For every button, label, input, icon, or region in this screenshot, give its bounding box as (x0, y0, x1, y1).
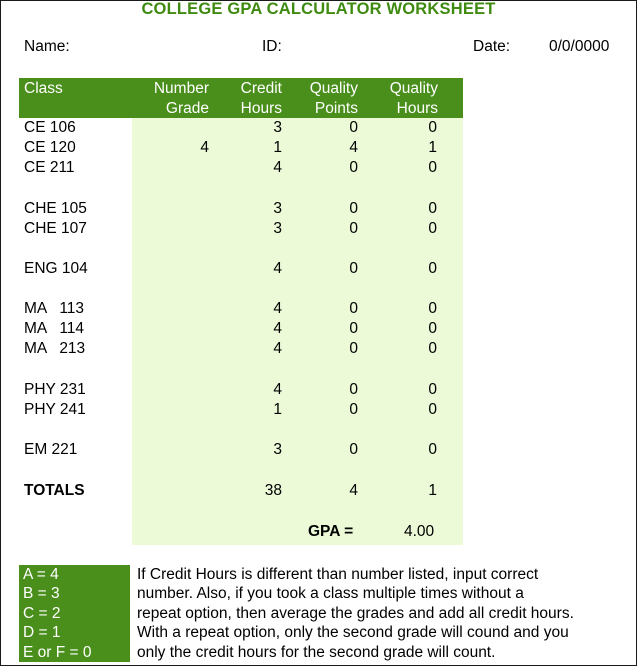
quality-points-cell: 4 (349, 139, 358, 156)
grade-legend (19, 565, 130, 662)
quality-hours-cell: 0 (428, 119, 437, 136)
name-label: Name: (24, 38, 70, 55)
course-name: CE 211 (24, 159, 75, 176)
quality-hours-cell: 0 (428, 200, 437, 217)
quality-hours-cell: 0 (428, 159, 437, 176)
quality-points-cell: 0 (349, 260, 358, 277)
note-line: If Credit Hours is different than number listed, input correct (137, 566, 539, 583)
quality-points-cell: 0 (349, 320, 358, 337)
table-row (0, 339, 637, 359)
header-grade-line2: Grade (165, 100, 209, 117)
header-qh-line1: Quality (389, 80, 438, 97)
course-name: PHY 241 (24, 401, 86, 418)
header-qh-line2: Hours (396, 100, 438, 117)
quality-hours-cell: 0 (428, 441, 437, 458)
quality-hours-cell: 0 (428, 340, 437, 357)
date-value: 0/0/0000 (549, 38, 610, 55)
credit-hours-cell: 3 (273, 220, 282, 237)
id-label: ID: (262, 38, 282, 55)
quality-points-cell: 0 (349, 300, 358, 317)
header-credit-line2: Hours (240, 100, 282, 117)
table-row (0, 440, 637, 460)
instructions-note (137, 565, 627, 662)
quality-points-cell: 0 (349, 340, 358, 357)
table-row (0, 118, 637, 138)
legend-item: D = 1 (23, 624, 61, 642)
header-grade-line1: Number (153, 80, 209, 97)
header-credit-line1: Credit (240, 80, 282, 97)
credit-hours-cell: 3 (273, 441, 282, 458)
credit-hours-cell: 4 (273, 381, 282, 398)
quality-points-cell: 0 (349, 441, 358, 458)
course-name: CE 120 (24, 139, 76, 156)
table-row (0, 380, 637, 400)
quality-points-cell: 0 (349, 159, 358, 176)
legend-item: A = 4 (23, 566, 59, 583)
course-name: EM 221 (24, 441, 78, 458)
quality-points-cell: 0 (349, 220, 358, 237)
note-line: repeat option, then average the grades and add all credit hours. (137, 604, 574, 622)
credit-hours-cell: 4 (273, 340, 282, 357)
quality-hours-cell: 0 (428, 220, 437, 237)
table-row (0, 400, 637, 420)
credit-hours-cell: 1 (273, 139, 282, 156)
legend-item: E or F = 0 (23, 643, 92, 661)
credit-hours-cell: 3 (273, 200, 282, 217)
totals-credit: 38 (264, 482, 282, 499)
credit-hours-cell: 4 (273, 300, 282, 317)
quality-points-cell: 0 (349, 401, 358, 418)
note-line: number. Also, if you took a class multiple times without a (137, 585, 524, 603)
credit-hours-cell: 4 (273, 320, 282, 337)
quality-hours-cell: 0 (428, 300, 437, 317)
gpa-row (0, 522, 637, 542)
date-label: Date: (473, 38, 511, 55)
course-name: MA 113 (24, 300, 85, 317)
table-row (0, 319, 637, 339)
totals-qp: 4 (349, 482, 358, 499)
course-name: CHE 105 (24, 200, 87, 217)
page-title: COLLEGE GPA CALCULATOR WORKSHEET (141, 0, 496, 18)
table-row (0, 199, 637, 219)
course-name: PHY 231 (24, 381, 86, 398)
grade-cell[interactable]: 4 (200, 139, 209, 156)
note-line: With a repeat option, only the second grade will cound and you (137, 624, 569, 642)
header-qp-line2: Points (314, 100, 358, 117)
quality-points-cell: 0 (349, 381, 358, 398)
gpa-label: GPA = (308, 523, 354, 540)
gpa-value: 4.00 (404, 523, 435, 540)
quality-hours-cell: 0 (428, 401, 437, 418)
course-name: ENG 104 (24, 260, 88, 277)
credit-hours-cell: 1 (273, 401, 282, 418)
header-class: Class (24, 80, 63, 97)
course-name: CE 106 (24, 119, 76, 136)
table-row (0, 158, 637, 178)
table-row (0, 299, 637, 319)
credit-hours-cell: 4 (273, 159, 282, 176)
table-row (0, 138, 637, 158)
note-line: only the credit hours for the second grade will count. (137, 643, 496, 661)
header-qp-line1: Quality (309, 80, 358, 97)
table-row (0, 219, 637, 239)
credit-hours-cell: 4 (273, 260, 282, 277)
quality-hours-cell: 0 (428, 320, 437, 337)
course-name: CHE 107 (24, 220, 87, 237)
legend-item: C = 2 (23, 604, 61, 622)
credit-hours-cell: 3 (273, 119, 282, 136)
legend-item: B = 3 (23, 585, 60, 603)
totals-row (0, 481, 637, 501)
quality-hours-cell: 0 (428, 381, 437, 398)
quality-points-cell: 0 (349, 200, 358, 217)
quality-hours-cell: 1 (428, 139, 437, 156)
totals-label: TOTALS (24, 482, 85, 499)
quality-hours-cell: 0 (428, 260, 437, 277)
table-row (0, 259, 637, 279)
totals-qh: 1 (428, 482, 437, 499)
course-name: MA 213 (24, 340, 86, 357)
course-name: MA 114 (24, 320, 85, 337)
quality-points-cell: 0 (349, 119, 358, 136)
